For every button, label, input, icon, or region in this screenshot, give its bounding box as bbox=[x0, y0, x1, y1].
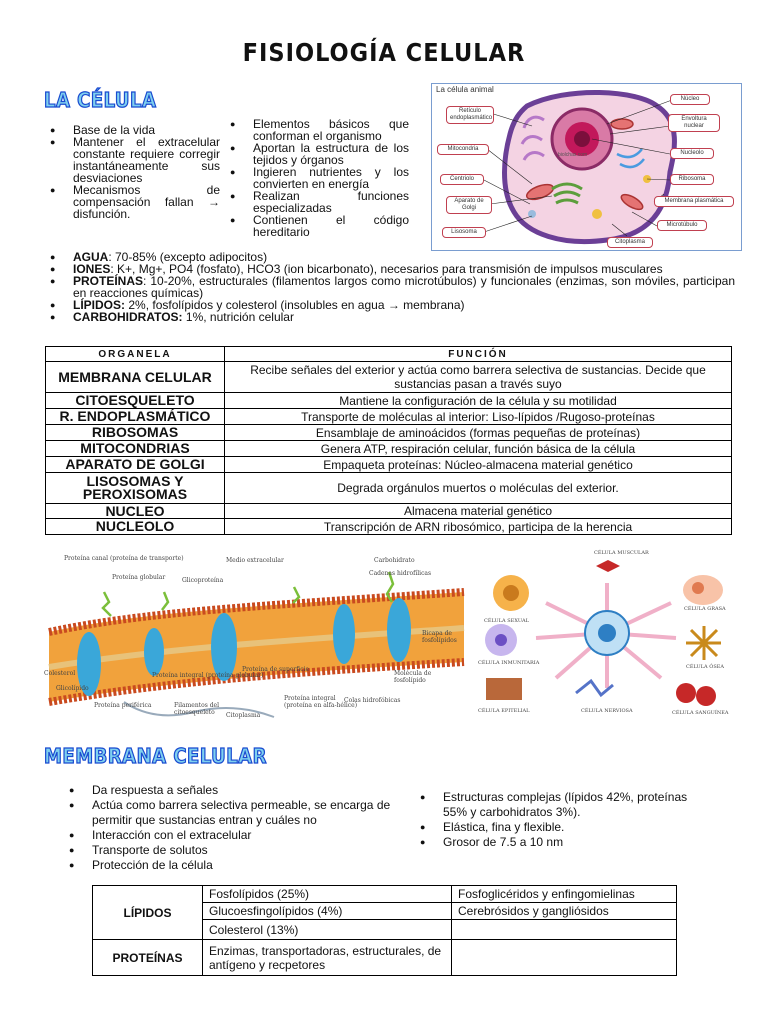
list-item: ● Protección de la célula bbox=[64, 858, 404, 873]
table-row bbox=[46, 393, 732, 409]
cell-types-illustration bbox=[476, 548, 738, 718]
list-item: ● Ingieren nutrientes y los convierten en energía bbox=[225, 166, 409, 190]
section-heading-membrana-celular: MEMBRANA CELULAR bbox=[44, 744, 267, 768]
organelle-name: NUCLEO bbox=[46, 504, 225, 519]
list-item: ● Realizan funciones especializadas bbox=[225, 190, 409, 214]
list-item bbox=[45, 311, 735, 323]
list-item: ● Da respuesta a señales bbox=[64, 783, 404, 798]
membrane-label: Filamentos del citoesqueleto bbox=[174, 702, 220, 716]
label-nucleolo: Nucleolo bbox=[670, 148, 714, 159]
organelle-function: Empaqueta proteínas: Núcleo-almacena material genético bbox=[225, 457, 732, 473]
membrane-label: Proteína canal (proteína de transporte) bbox=[64, 555, 184, 562]
organelle-function: Transporte de moléculas al interior: Liso-lípidos /Rugoso-proteínas bbox=[225, 409, 732, 425]
list-item: ● Base de la vida bbox=[45, 124, 220, 136]
membrane-features-list-1 bbox=[64, 783, 404, 873]
list-item: ● Interacción con el extracelular bbox=[64, 828, 404, 843]
table-row bbox=[46, 473, 732, 504]
membrane-diagram bbox=[44, 552, 474, 722]
organelle-name: CITOESQUELETO bbox=[46, 393, 225, 409]
label-nucleo: Núcleo bbox=[670, 94, 710, 105]
cell-type-label: CÉLULA NERVIOSA bbox=[581, 708, 633, 714]
membrane-label: Proteína integral (proteína globular) bbox=[152, 672, 264, 679]
membrane-label: Colas hidrofóbicas bbox=[344, 697, 401, 704]
organelle-function: Recibe señales del exterior y actúa como barrera selectiva de sustancias. Decide que sustancias pasan a través suyo bbox=[225, 362, 732, 393]
table-row bbox=[46, 362, 732, 393]
membrane-label: Medio extracelular bbox=[226, 557, 284, 564]
component-text: : K+, Mg+, PO4 (fosfato), HCO3 (ion bicarbonato), necesarios para transmisión de impulsos musculares bbox=[110, 262, 663, 276]
membrane-label: Carbohidrato bbox=[374, 557, 415, 564]
table-row bbox=[46, 409, 732, 425]
table-row bbox=[46, 504, 732, 519]
cell-type-label: CÉLULA MUSCULAR bbox=[594, 550, 649, 556]
table-cell: Fosfoglicéridos y enfingomielinas bbox=[452, 886, 677, 903]
organelle-name: APARATO DE GOLGI bbox=[46, 457, 225, 473]
table-row bbox=[93, 886, 677, 903]
table-row bbox=[93, 940, 677, 976]
table-cell bbox=[452, 940, 677, 976]
list-item: ● Elementos básicos que conforman el organismo bbox=[225, 118, 409, 142]
component-term: PROTEÍNAS bbox=[73, 274, 144, 288]
label-centriolo: Centriolo bbox=[440, 174, 484, 185]
membrane-label: Bicapa de fosfolípidos bbox=[422, 630, 457, 644]
organelle-function: Transcripción de ARN ribosómico, participa de la herencia bbox=[225, 519, 732, 535]
table-header-funcion: FUNCIÓN bbox=[225, 347, 732, 362]
cell-features-list-1 bbox=[45, 124, 220, 220]
list-item: ● Aportan la estructura de los tejidos y órganos bbox=[225, 142, 409, 166]
table-row bbox=[46, 457, 732, 473]
organelle-name: MITOCONDRIAS bbox=[46, 441, 225, 457]
membrane-features-list-2 bbox=[415, 790, 695, 850]
cell-type-label: CÉLULA ÓSEA bbox=[686, 664, 725, 670]
label-reticulo: Retículo endoplasmático bbox=[446, 106, 494, 124]
organelle-name: LISOSOMAS Y PEROXISOMAS bbox=[46, 473, 225, 504]
category-lipidos: LÍPIDOS bbox=[93, 886, 203, 940]
organelle-table bbox=[45, 346, 732, 535]
organelle-name: MEMBRANA CELULAR bbox=[46, 362, 225, 393]
membrane-label: Proteína globular bbox=[112, 574, 166, 581]
list-item: ● Elástica, fina y flexible. bbox=[415, 820, 695, 835]
organelle-function: Genera ATP, respiración celular, función básica de la célula bbox=[225, 441, 732, 457]
cell-diagram-caption: La célula animal bbox=[436, 85, 494, 94]
membrane-label: Glicoproteína bbox=[182, 577, 224, 584]
table-header-row bbox=[46, 347, 732, 362]
membrane-illustration bbox=[44, 552, 474, 722]
membrane-label: Proteína periférica bbox=[94, 702, 152, 709]
organelle-function: Almacena material genético bbox=[225, 504, 732, 519]
label-golgi: Aparato de Golgi bbox=[446, 196, 492, 214]
cell-type-label: CÉLULA INMUNITARIA bbox=[478, 660, 540, 666]
membrane-label: Cadenas hidrofílicas bbox=[369, 570, 432, 577]
component-text: : 70-85% (excepto adipocitos) bbox=[108, 250, 268, 264]
cell-watermark: biolchas.com bbox=[558, 152, 588, 158]
table-row bbox=[46, 425, 732, 441]
membrane-label: Colesterol bbox=[44, 670, 76, 677]
component-term: IONES bbox=[73, 262, 111, 276]
table-row bbox=[46, 519, 732, 535]
table-cell: Enzimas, transportadoras, estructurales, de antígeno y recpetores bbox=[203, 940, 452, 976]
list-item: ● Transporte de solutos bbox=[64, 843, 404, 858]
label-lisosoma: Lisosoma bbox=[442, 227, 486, 238]
cell-type-label: CÉLULA GRASA bbox=[684, 606, 726, 612]
membrane-label: Proteína de superficie bbox=[242, 666, 310, 673]
list-item: ● Mantener el extracelular constante requiere corregir instantáneamente sus desviaciones bbox=[45, 136, 220, 184]
cell-type-label: CÉLULA SEXUAL bbox=[484, 618, 529, 624]
cell-types-diagram bbox=[476, 548, 738, 718]
table-header-organela: ORGANELA bbox=[46, 347, 225, 362]
label-ribosoma: Ribosoma bbox=[670, 174, 714, 185]
cell-type-label: CÉLULA SANGUÍNEA bbox=[672, 710, 729, 716]
list-item: ● Estructuras complejas (lípidos 42%, proteínas 55% y carbohidratos 3%). bbox=[415, 790, 695, 820]
component-term: LÍPIDOS: bbox=[73, 298, 126, 312]
organelle-name: R. ENDOPLASMÁTICO bbox=[46, 409, 225, 425]
label-membrana: Membrana plasmática bbox=[654, 196, 734, 207]
table-cell: Cerebrósidos y gangliósidos bbox=[452, 903, 677, 920]
organelle-name: NUCLEOLO bbox=[46, 519, 225, 535]
list-item: ● Grosor de 7.5 a 10 nm bbox=[415, 835, 695, 850]
component-text: 2%, fosfolípidos y colesterol (insolubles en agua → membrana) bbox=[125, 298, 465, 312]
list-item: ● Actúa como barrera selectiva permeable, se encarga de permitir que sustancias entran y cuáles no bbox=[64, 798, 404, 828]
table-cell bbox=[452, 920, 677, 940]
label-citoplasma: Citoplasma bbox=[607, 237, 653, 248]
organelle-function: Mantiene la configuración de la célula y su motilidad bbox=[225, 393, 732, 409]
section-heading-la-celula: LA CÉLULA bbox=[44, 88, 157, 112]
table-row bbox=[46, 441, 732, 457]
table-cell: Fosfolípidos (25%) bbox=[203, 886, 452, 903]
membrane-label: Citoplasma bbox=[226, 712, 261, 719]
label-envoltura: Envoltura nuclear bbox=[668, 114, 720, 132]
component-text: 1%, nutrición celular bbox=[182, 310, 294, 324]
category-proteinas: PROTEÍNAS bbox=[93, 940, 203, 976]
list-item: ● Contienen el código hereditario bbox=[225, 214, 409, 238]
animal-cell-diagram bbox=[431, 83, 742, 251]
cell-type-label: CÉLULA EPITELIAL bbox=[478, 708, 530, 714]
component-term: AGUA bbox=[73, 250, 109, 264]
component-term: CARBOHIDRATOS: bbox=[73, 310, 183, 324]
membrane-label: Molécula de fosfolípido bbox=[394, 670, 432, 684]
list-item: ● Mecanismos de compensación fallan → disfunción. bbox=[45, 184, 220, 220]
label-microtubulo: Microtúbulo bbox=[657, 220, 707, 231]
page-title: FISIOLOGÍA CELULAR bbox=[242, 38, 526, 67]
membrane-label: Proteína integral (proteína en alfa-hélice) bbox=[284, 695, 358, 709]
membrane-composition-table bbox=[92, 885, 677, 976]
table-cell: Colesterol (13%) bbox=[203, 920, 452, 940]
membrane-label: Glicolípido bbox=[56, 685, 89, 692]
list-item bbox=[45, 275, 735, 299]
organelle-function: Degrada orgánulos muertos o moléculas del exterior. bbox=[225, 473, 732, 504]
organelle-function: Ensamblaje de aminoácidos (formas pequeñas de proteínas) bbox=[225, 425, 732, 441]
label-mitocondria: Mitocondria bbox=[437, 144, 489, 155]
table-cell: Glucoesfingolípidos (4%) bbox=[203, 903, 452, 920]
cell-components-list bbox=[45, 251, 735, 323]
organelle-name: RIBOSOMAS bbox=[46, 425, 225, 441]
cell-features-list-2 bbox=[225, 118, 409, 238]
component-text: : 10-20%, estructurales (filamentos largos como microtúbulos) y funcionales (enzimas, son móviles, participan en reacciones químicas) bbox=[73, 274, 735, 300]
